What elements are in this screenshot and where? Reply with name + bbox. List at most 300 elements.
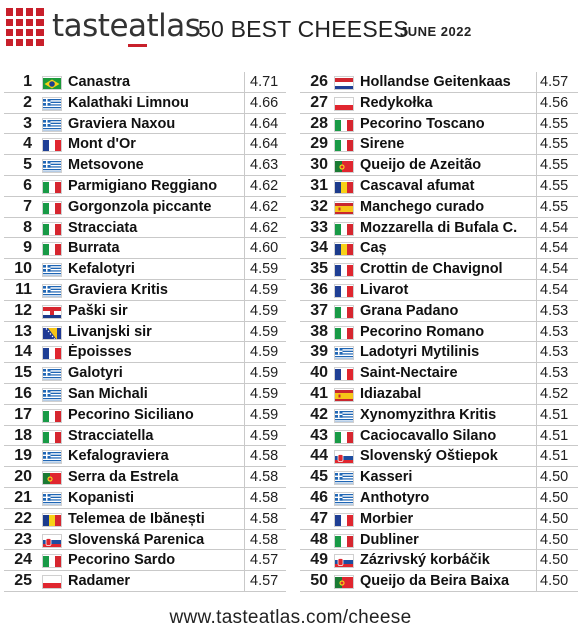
cheese-row: [300, 509, 578, 530]
cheese-score: 4.57: [540, 74, 569, 90]
portugal-flag-icon: [42, 471, 62, 485]
france-flag-icon: [334, 284, 354, 298]
rank-number: 27: [310, 93, 328, 111]
rank-number: 8: [23, 218, 32, 236]
france-flag-icon: [42, 138, 62, 152]
france-flag-icon: [334, 263, 354, 277]
cheese-row: [4, 93, 286, 114]
cheese-score: 4.62: [250, 219, 279, 236]
poland-flag-icon: [334, 97, 354, 111]
cheese-name: Stracciatella: [68, 427, 154, 444]
rank-number: 29: [310, 135, 328, 153]
rank-number: 1: [23, 73, 32, 90]
cheese-name: Caș: [360, 240, 387, 257]
cheese-row: [4, 72, 286, 93]
croatia-flag-icon: [42, 305, 62, 319]
cheese-name: Metsovone: [68, 157, 144, 174]
brand-part: taste: [52, 8, 129, 44]
rank-number: 11: [15, 280, 32, 298]
score-divider: [244, 426, 245, 447]
bosnia-flag-icon: [42, 326, 62, 340]
score-divider: [536, 550, 537, 571]
rank-number: 3: [23, 114, 32, 132]
score-divider: [536, 259, 537, 280]
romania-flag-icon: [334, 180, 354, 194]
rank-number: 7: [23, 197, 32, 215]
rank-number: 30: [310, 156, 328, 174]
rank-number: 16: [14, 384, 32, 402]
cheese-score: 4.57: [250, 552, 279, 569]
rank-number: 9: [23, 239, 32, 257]
cheese-name: Queijo de Azeitão: [360, 157, 482, 174]
cheese-name: Mozzarella di Bufala C.: [360, 219, 518, 236]
cheese-name: Radamer: [68, 573, 131, 590]
italy-flag-icon: [334, 305, 354, 319]
cheese-name: Crottin de Chavignol: [360, 261, 503, 278]
cheese-score: 4.58: [250, 531, 279, 548]
rank-number: 24: [14, 551, 32, 569]
cheese-name: Pecorino Siciliano: [68, 406, 194, 423]
cheese-score: 4.56: [540, 94, 569, 111]
rank-number: 48: [310, 530, 328, 548]
rank-number: 32: [310, 197, 328, 215]
greece-flag-icon: [42, 159, 62, 173]
greece-flag-icon: [42, 263, 62, 277]
cheese-name: Caciocavallo Silano: [360, 427, 497, 444]
cheese-name: Zázrivský korbáčik: [360, 552, 490, 569]
cheese-name: Kasseri: [360, 469, 413, 486]
greece-flag-icon: [334, 346, 354, 360]
score-divider: [536, 405, 537, 426]
cheese-score: 4.54: [540, 240, 569, 257]
greece-flag-icon: [42, 450, 62, 464]
cheese-score: 4.55: [540, 136, 569, 153]
score-divider: [244, 530, 245, 551]
score-divider: [536, 426, 537, 447]
rank-number: 47: [310, 509, 328, 527]
cheese-name: Livarot: [360, 281, 409, 298]
cheese-name: Mont d'Or: [68, 136, 136, 153]
cheese-name: Sirene: [360, 136, 405, 153]
rank-number: 33: [310, 218, 328, 236]
score-divider: [244, 155, 245, 176]
cheese-score: 4.58: [250, 489, 279, 506]
cheese-score: 4.53: [540, 323, 569, 340]
score-divider: [536, 197, 537, 218]
cheese-row: [4, 155, 286, 176]
greece-flag-icon: [42, 118, 62, 132]
slovakia-flag-icon: [334, 554, 354, 568]
cheese-row: [4, 384, 286, 405]
cheese-score: 4.59: [250, 302, 279, 319]
cheese-score: 4.50: [540, 552, 569, 569]
rank-number: 18: [14, 426, 32, 444]
cheese-score: 4.59: [250, 323, 279, 340]
cheese-score: 4.59: [250, 365, 279, 382]
cheese-row: [4, 134, 286, 155]
greece-flag-icon: [42, 492, 62, 506]
rank-number: 21: [14, 488, 32, 506]
cheese-score: 4.51: [540, 427, 569, 444]
france-flag-icon: [334, 367, 354, 381]
cheese-row: [300, 238, 578, 259]
italy-flag-icon: [42, 409, 62, 423]
cheese-score: 4.50: [540, 531, 569, 548]
rank-number: 38: [310, 322, 328, 340]
cheese-name: Anthotyro: [360, 489, 430, 506]
score-divider: [244, 446, 245, 467]
cheese-row: [4, 259, 286, 280]
score-divider: [244, 134, 245, 155]
cheese-score: 4.50: [540, 469, 569, 486]
cheese-name: Idiazabal: [360, 385, 422, 402]
rank-number: 10: [14, 260, 32, 278]
cheese-row: [300, 197, 578, 218]
cheese-score: 4.71: [250, 74, 279, 90]
score-divider: [536, 446, 537, 467]
greece-flag-icon: [42, 284, 62, 298]
rank-number: 15: [14, 364, 32, 382]
greece-flag-icon: [42, 367, 62, 381]
rank-number: 34: [310, 239, 328, 257]
cheese-score: 4.53: [540, 302, 569, 319]
cheese-row: [4, 363, 286, 384]
cheese-score: 4.58: [250, 510, 279, 527]
score-divider: [244, 280, 245, 301]
cheese-score: 4.55: [540, 157, 569, 174]
cheese-name: Cascaval afumat: [360, 177, 475, 194]
score-divider: [536, 134, 537, 155]
cheese-score: 4.59: [250, 281, 279, 298]
italy-flag-icon: [334, 138, 354, 152]
cheese-name: Telemea de Ibănești: [68, 510, 205, 527]
rank-number: 25: [14, 572, 32, 590]
score-divider: [244, 218, 245, 239]
tasteatlas-logo-icon: [6, 8, 44, 46]
slovakia-flag-icon: [334, 450, 354, 464]
score-divider: [244, 467, 245, 488]
score-divider: [536, 467, 537, 488]
rank-number: 19: [14, 447, 32, 465]
netherlands-flag-icon: [334, 76, 354, 90]
rank-number: 17: [14, 405, 32, 423]
score-divider: [536, 342, 537, 363]
cheese-row: [4, 218, 286, 239]
score-divider: [244, 72, 245, 93]
cheese-score: 4.64: [250, 115, 279, 132]
cheese-score: 4.57: [250, 573, 279, 590]
rank-number: 6: [23, 176, 32, 194]
cheese-name: Queijo da Beira Baixa: [360, 573, 510, 590]
cheese-name: Xynomyzithra Kritis: [360, 406, 497, 423]
rank-number: 20: [14, 468, 32, 486]
brand-underlined-letter: a: [128, 8, 147, 47]
cheese-name: Gorgonzola piccante: [68, 198, 212, 215]
cheese-row: [4, 238, 286, 259]
cheese-row: [4, 176, 286, 197]
footer-url: www.tasteatlas.com/cheese: [169, 607, 412, 628]
score-divider: [536, 238, 537, 259]
italy-flag-icon: [42, 222, 62, 236]
score-divider: [244, 342, 245, 363]
slovakia-flag-icon: [42, 534, 62, 548]
cheese-name: Kalathaki Limnou: [68, 94, 189, 111]
france-flag-icon: [42, 346, 62, 360]
cheese-name: Morbier: [360, 510, 414, 527]
score-divider: [536, 571, 537, 592]
rank-number: 28: [310, 114, 328, 132]
page-title: 50 BEST CHEESES: [198, 16, 409, 42]
portugal-flag-icon: [334, 159, 354, 173]
rank-number: 44: [310, 447, 328, 465]
cheese-score: 4.55: [540, 177, 569, 194]
rank-number: 50: [310, 572, 328, 590]
cheese-name: Kefalotyri: [68, 261, 135, 278]
cheese-row: [300, 384, 578, 405]
cheese-name: Dubliner: [360, 531, 419, 548]
rank-number: 37: [310, 301, 328, 319]
cheese-row: [300, 426, 578, 447]
score-divider: [536, 72, 537, 93]
cheese-name: Galotyri: [68, 365, 123, 382]
cheese-name: Parmigiano Reggiano: [68, 177, 218, 194]
score-divider: [244, 571, 245, 592]
italy-flag-icon: [334, 326, 354, 340]
cheese-score: 4.58: [250, 469, 279, 486]
cheese-row: [300, 176, 578, 197]
spain-flag-icon: [334, 201, 354, 215]
cheese-row: [300, 93, 578, 114]
italy-flag-icon: [42, 242, 62, 256]
cheese-row: [4, 342, 286, 363]
cheese-row: [300, 488, 578, 509]
cheese-row: [300, 363, 578, 384]
cheese-name: Kefalograviera: [68, 448, 169, 465]
rank-number: 5: [23, 156, 32, 174]
poland-flag-icon: [42, 575, 62, 589]
score-divider: [244, 550, 245, 571]
cheese-name: Burrata: [68, 240, 120, 257]
greece-flag-icon: [334, 409, 354, 423]
rank-number: 35: [310, 260, 328, 278]
score-divider: [536, 176, 537, 197]
cheese-name: Paški sir: [68, 302, 128, 319]
cheese-score: 4.55: [540, 198, 569, 215]
cheese-score: 4.54: [540, 261, 569, 278]
portugal-flag-icon: [334, 575, 354, 589]
rank-number: 26: [310, 73, 328, 90]
score-divider: [536, 384, 537, 405]
italy-flag-icon: [334, 222, 354, 236]
brand-name: [52, 8, 200, 44]
ranking-column-right: [300, 72, 578, 592]
cheese-name: Manchego curado: [360, 198, 485, 215]
cheese-score: 4.58: [250, 448, 279, 465]
greece-flag-icon: [42, 388, 62, 402]
score-divider: [244, 259, 245, 280]
cheese-row: [300, 550, 578, 571]
cheese-row: [300, 218, 578, 239]
score-divider: [244, 93, 245, 114]
rank-number: 12: [14, 301, 32, 319]
cheese-name: Stracciata: [68, 219, 138, 236]
score-divider: [536, 530, 537, 551]
score-divider: [244, 363, 245, 384]
cheese-score: 4.50: [540, 489, 569, 506]
rank-number: 36: [310, 280, 328, 298]
cheese-row: [4, 530, 286, 551]
cheese-score: 4.62: [250, 177, 279, 194]
date-label: JUNE 2022: [400, 24, 472, 39]
score-divider: [536, 218, 537, 239]
cheese-row: [300, 446, 578, 467]
cheese-row: [4, 509, 286, 530]
italy-flag-icon: [334, 118, 354, 132]
cheese-row: [300, 530, 578, 551]
cheese-row: [300, 72, 578, 93]
score-divider: [536, 155, 537, 176]
cheese-row: [4, 301, 286, 322]
ranking-column-left: [4, 72, 286, 592]
cheese-score: 4.53: [540, 344, 569, 361]
cheese-score: 4.51: [540, 406, 569, 423]
cheese-name: Serra da Estrela: [68, 469, 179, 486]
cheese-score: 4.55: [540, 115, 569, 132]
cheese-name: Grana Padano: [360, 302, 459, 319]
italy-flag-icon: [42, 430, 62, 444]
cheese-name: Saint-Nectaire: [360, 365, 458, 382]
score-divider: [244, 488, 245, 509]
cheese-score: 4.64: [250, 136, 279, 153]
spain-flag-icon: [334, 388, 354, 402]
cheese-name: San Michali: [68, 385, 148, 402]
cheese-row: [300, 571, 578, 592]
cheese-row: [4, 114, 286, 135]
cheese-row: [4, 426, 286, 447]
cheese-name: Slovenská Parenica: [68, 531, 205, 548]
score-divider: [244, 176, 245, 197]
rank-number: 43: [310, 426, 328, 444]
cheese-row: [4, 488, 286, 509]
cheese-row: [4, 446, 286, 467]
greece-flag-icon: [334, 471, 354, 485]
cheese-score: 4.52: [540, 385, 569, 402]
cheese-score: 4.63: [250, 157, 279, 174]
cheese-row: [300, 259, 578, 280]
brand-part: tlas: [146, 8, 201, 44]
cheese-score: 4.50: [540, 573, 569, 590]
cheese-score: 4.62: [250, 198, 279, 215]
romania-flag-icon: [334, 242, 354, 256]
score-divider: [536, 488, 537, 509]
score-divider: [536, 114, 537, 135]
cheese-score: 4.50: [540, 510, 569, 527]
cheese-score: 4.54: [540, 281, 569, 298]
cheese-name: Hollandse Geitenkaas: [360, 74, 511, 90]
cheese-row: [300, 467, 578, 488]
cheese-score: 4.51: [540, 448, 569, 465]
italy-flag-icon: [42, 201, 62, 215]
score-divider: [536, 93, 537, 114]
cheese-row: [4, 467, 286, 488]
score-divider: [244, 238, 245, 259]
rank-number: 2: [23, 93, 32, 111]
rank-number: 49: [310, 551, 328, 569]
score-divider: [244, 509, 245, 530]
score-divider: [536, 363, 537, 384]
cheese-row: [4, 322, 286, 343]
header: [0, 0, 581, 62]
cheese-row: [4, 197, 286, 218]
rank-number: 31: [310, 176, 328, 194]
italy-flag-icon: [42, 554, 62, 568]
rank-number: 14: [14, 343, 32, 361]
cheese-row: [300, 342, 578, 363]
score-divider: [536, 280, 537, 301]
cheese-row: [4, 280, 286, 301]
cheese-name: Kopanisti: [68, 489, 135, 506]
rank-number: 46: [310, 488, 328, 506]
romania-flag-icon: [42, 513, 62, 527]
rank-number: 42: [310, 405, 328, 423]
italy-flag-icon: [334, 430, 354, 444]
rank-number: 45: [310, 468, 328, 486]
cheese-name: Époisses: [68, 344, 132, 361]
rank-number: 41: [310, 384, 328, 402]
score-divider: [536, 301, 537, 322]
cheese-score: 4.59: [250, 406, 279, 423]
score-divider: [244, 322, 245, 343]
cheese-row: [300, 405, 578, 426]
score-divider: [244, 114, 245, 135]
cheese-name: Graviera Naxou: [68, 115, 176, 132]
cheese-row: [300, 301, 578, 322]
cheese-name: Redykołka: [360, 94, 433, 111]
greece-flag-icon: [334, 492, 354, 506]
cheese-score: 4.59: [250, 385, 279, 402]
cheese-score: 4.59: [250, 261, 279, 278]
score-divider: [536, 509, 537, 530]
italy-flag-icon: [42, 180, 62, 194]
cheese-row: [300, 280, 578, 301]
score-divider: [244, 384, 245, 405]
cheese-name: Graviera Kritis: [68, 281, 168, 298]
brazil-flag-icon: [42, 76, 62, 90]
cheese-row: [4, 550, 286, 571]
rank-number: 23: [14, 530, 32, 548]
cheese-name: Pecorino Toscano: [360, 115, 485, 132]
rank-number: 40: [310, 364, 328, 382]
france-flag-icon: [334, 513, 354, 527]
cheese-score: 4.53: [540, 365, 569, 382]
cheese-name: Slovenský Oštiepok: [360, 448, 498, 465]
cheese-name: Pecorino Romano: [360, 323, 485, 340]
rank-number: 39: [310, 343, 328, 361]
cheese-name: Livanjski sir: [68, 323, 152, 340]
score-divider: [244, 301, 245, 322]
greece-flag-icon: [42, 97, 62, 111]
cheese-name: Pecorino Sardo: [68, 552, 176, 569]
italy-flag-icon: [334, 534, 354, 548]
score-divider: [536, 322, 537, 343]
cheese-score: 4.59: [250, 344, 279, 361]
rank-number: 13: [14, 322, 32, 340]
cheese-row: [300, 114, 578, 135]
cheese-row: [4, 571, 286, 592]
cheese-score: 4.66: [250, 94, 279, 111]
cheese-row: [300, 322, 578, 343]
score-divider: [244, 405, 245, 426]
